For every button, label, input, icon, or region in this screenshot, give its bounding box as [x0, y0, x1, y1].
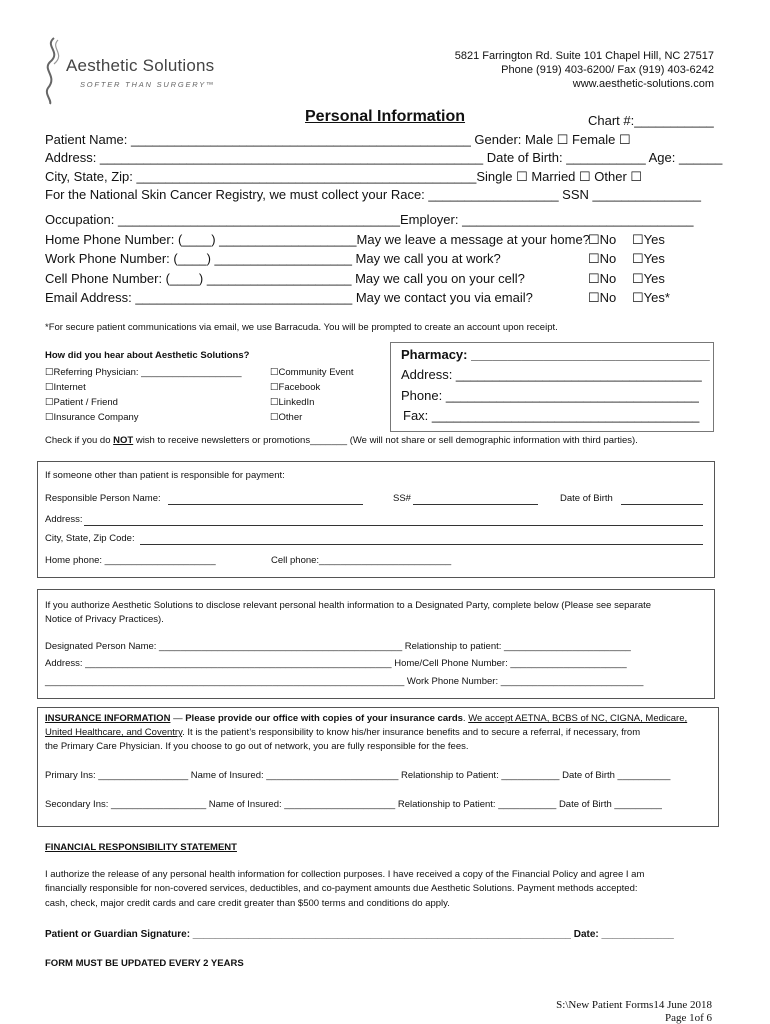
responsible-dob-label: Date of Birth [560, 493, 613, 504]
home-phone-line[interactable]: Home Phone Number: (____) ___________________May we leave a message at your home? [45, 232, 590, 247]
address-line[interactable]: Address: _____________________________________________________ Date of Birth: ___________ Age: ______ [45, 150, 723, 165]
responsible-address-label: Address: [45, 514, 83, 525]
pharmacy-fax-line[interactable]: Fax: _____________________________________ [403, 408, 700, 423]
pharmacy-address-line[interactable]: Address: __________________________________ [401, 367, 702, 382]
city-state-zip-line[interactable]: City, State, Zip: _______________________________________________Single ☐ Married ☐ Other ☐ [45, 169, 643, 184]
referral-other-checkbox[interactable]: ☐Other [270, 412, 303, 423]
email-contact-yes-checkbox[interactable]: ☐Yes* [632, 290, 670, 305]
signature-line[interactable]: Patient or Guardian Signature: ____________________________________________________________________ Date: _____________ [45, 929, 674, 940]
update-notice: FORM MUST BE UPDATED EVERY 2 YEARS [45, 958, 244, 969]
patient-name-line[interactable]: Patient Name: _______________________________________________ Gender: Male ☐ Female ☐ [45, 132, 631, 147]
clinic-address: 5821 Farrington Rd. Suite 101 Chapel Hill, NC 27517 [454, 50, 714, 62]
referral-community-event-checkbox[interactable]: ☐Community Event [270, 367, 354, 378]
designated-person-line[interactable]: Designated Person Name: ______________________________________________ Relationship to patient: ________________________ [45, 641, 631, 652]
insurance-text-line-3: the Primary Care Physician. If you choose to go out of network, you are fully responsible for the fees. [45, 741, 469, 752]
insurance-text-line-2: United Healthcare, and Coventry. It is the patient’s responsibility to know his/her insurance benefits and to secure a referral, if necessary, from [45, 727, 641, 738]
clinic-phone: Phone (919) 403-6200/ Fax (919) 403-6242 [501, 64, 714, 76]
responsible-dob-underline[interactable] [621, 504, 703, 505]
footer-page-number: Page 1of 6 [664, 1012, 712, 1024]
responsible-cell-phone[interactable]: Cell phone:_________________________ [271, 555, 452, 566]
cell-call-no-checkbox[interactable]: ☐No [588, 271, 617, 286]
referral-physician-checkbox[interactable]: ☐Referring Physician: ___________________ [45, 367, 242, 378]
pharmacy-name-line[interactable]: Pharmacy: _________________________________ [401, 347, 710, 362]
designated-intro-1: If you authorize Aesthetic Solutions to disclose relevant personal health information to a Designated Party, complete below (Please see separate [45, 600, 652, 611]
financial-text-2: financially responsible for non-covered services, deductibles, and co-payment amounts due Aesthetic Solutions. Payment methods accepted: [45, 883, 638, 894]
insurance-heading-line: INSURANCE INFORMATION — Please provide our office with copies of your insurance cards. We accept AETNA, BCBS of NC, CIGNA, Medicare, [45, 713, 688, 724]
referral-internet-checkbox[interactable]: ☐Internet [45, 382, 86, 393]
responsible-city-underline[interactable] [140, 544, 703, 545]
responsible-ss-label: SS# [393, 493, 411, 504]
email-line[interactable]: Email Address: ______________________________ May we contact you via email? [45, 290, 533, 305]
designated-intro-2: Notice of Privacy Practices). [45, 614, 164, 625]
page-title: Personal Information [305, 108, 466, 125]
work-call-no-checkbox[interactable]: ☐No [588, 251, 617, 266]
brand-name: Aesthetic Solutions [66, 56, 215, 75]
work-phone-line[interactable]: Work Phone Number: (____) ___________________ May we call you at work? [45, 251, 501, 266]
responsible-intro: If someone other than patient is responsible for payment: [45, 470, 285, 481]
footer-file-path: S:\New Patient Forms14 June 2018 [556, 999, 712, 1011]
secondary-insurance-line[interactable]: Secondary Ins: __________________ Name of Insured: _____________________ Relationship to Patient: ___________ Date of Birth _________ [45, 799, 662, 810]
pharmacy-phone-line[interactable]: Phone: ___________________________________ [401, 388, 699, 403]
referral-insurance-checkbox[interactable]: ☐Insurance Company [45, 412, 139, 423]
referral-question: How did you hear about Aesthetic Solutions? [45, 350, 250, 361]
clinic-website: www.aesthetic-solutions.com [572, 78, 714, 90]
responsible-home-phone[interactable]: Home phone: _____________________ [45, 555, 216, 566]
newsletter-optout-line[interactable]: Check if you do NOT wish to receive newsletters or promotions_______ (We will not share or sell demographic information with third parties). [45, 435, 638, 446]
responsible-address-underline[interactable] [84, 525, 703, 526]
race-ssn-line[interactable]: For the National Skin Cancer Registry, we must collect your Race: __________________ SSN _______________ [45, 187, 701, 202]
home-message-yes-checkbox[interactable]: ☐Yes [632, 232, 665, 247]
email-contact-no-checkbox[interactable]: ☐No [588, 290, 617, 305]
responsible-city-label: City, State, Zip Code: [45, 533, 135, 544]
responsible-person-underline[interactable] [168, 504, 363, 505]
cell-call-yes-checkbox[interactable]: ☐Yes [632, 271, 665, 286]
designated-party-box [37, 589, 715, 699]
occupation-employer-line[interactable]: Occupation: _______________________________________Employer: ________________________________ [45, 212, 694, 227]
responsible-ss-underline[interactable] [413, 504, 538, 505]
referral-facebook-checkbox[interactable]: ☐Facebook [270, 382, 321, 393]
logo [40, 36, 240, 106]
responsible-person-label: Responsible Person Name: [45, 493, 161, 504]
cell-phone-line[interactable]: Cell Phone Number: (____) ____________________ May we call you on your cell? [45, 271, 525, 286]
primary-insurance-line[interactable]: Primary Ins: _________________ Name of Insured: _________________________ Relationship to Patient: ___________ Date of Birth __________ [45, 770, 671, 781]
financial-text-1: I authorize the release of any personal health information for collection purposes. I have received a copy of the Financial Policy and agree I am [45, 869, 645, 880]
designated-address-line[interactable]: Address: __________________________________________________________ Home/Cell Phone Number: ______________________ [45, 658, 627, 669]
home-message-no-checkbox[interactable]: ☐No [588, 232, 617, 247]
barracuda-note: *For secure patient communications via email, we use Barracuda. You will be prompted to create an account upon receipt. [45, 322, 558, 333]
pharmacy-box [390, 342, 714, 432]
responsible-party-box [37, 461, 715, 578]
financial-heading: FINANCIAL RESPONSIBILITY STATEMENT [45, 842, 237, 853]
financial-text-3: cash, check, major credit cards and care credit greater than $500 terms and conditions do apply. [45, 898, 450, 909]
referral-patient-friend-checkbox[interactable]: ☐Patient / Friend [45, 397, 118, 408]
designated-work-phone-line[interactable]: ____________________________________________________________________ Work Phone Number: ___________________________ [45, 676, 644, 687]
insurance-box [37, 707, 719, 827]
referral-linkedin-checkbox[interactable]: ☐LinkedIn [270, 397, 315, 408]
brand-tagline: SOFTER THAN SURGERY™ [80, 80, 216, 89]
work-call-yes-checkbox[interactable]: ☐Yes [632, 251, 665, 266]
chart-number-field[interactable]: Chart #:___________ [588, 113, 714, 128]
